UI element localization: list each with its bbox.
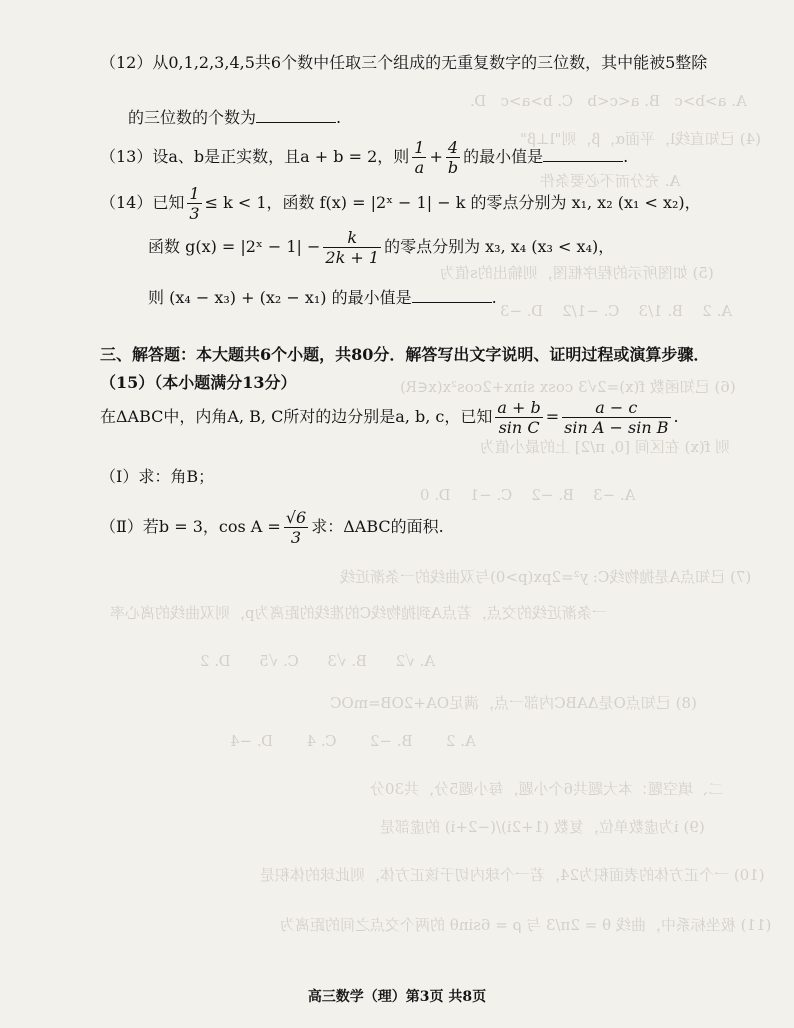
- question-15-stem: 在ΔABC中，内角A, B, C所对的边分别是a, b, c，已知 $\frac{a + b}{\text{sin C}}$ = $\frac{a - c}{\text{sin A − sin B}}$ .: [100, 398, 679, 437]
- fraction: $\frac{1}{3}$: [189, 184, 200, 223]
- question-number: （14）: [100, 193, 153, 212]
- section-heading: 三、解答题：本大题共6个小题，共80分．解答写出文字说明、证明过程或演算步骤．: [100, 345, 710, 364]
- question-12-line-1: [100, 52, 707, 74]
- question-13: （13）设a、b是正实数，且a + b = 2，则 $\frac{1}{a}$ + $\frac{4}{b}$ 的最小值是 .: [100, 138, 629, 177]
- question-15-header: （15）（本小题满分13分）: [100, 373, 297, 392]
- page-footer: 高三数学（理）第3页 共8页: [307, 989, 487, 1005]
- fraction: $\frac{a - c}{\text{sin A − sin B}}$: [564, 398, 669, 437]
- fraction: $\frac{1}{a}$: [414, 138, 425, 177]
- exam-page: A. a>b>c B. a<c<b C. b>a>c D. (4) 已知直线l，平面α，β，则"l⊥β" A. 充分而不必要条件 (5) 如图所示的程序框图，则输出的s值为 A. 2 B. 1/3 C. −1/2 D. −3 (6) 已知函数 f(x)=2√3 cosx sinx+2cos²x(x∈R) 则 f(x) 在区间 [0, π/2] 上的最小值为 A. −3 B. −2 C. −1 D. 0 (7) 已知点A是抛物线C: y²=2px(p>0)与双曲线的一条渐近线 一条渐近线的交点，若点A到抛物线C的准线的距离为p，则双曲线的离心率 A. √2 B. √3 C. √5 D. 2 (8) 已知点O是ΔABC内部一点，满足OA+2OB=mOC A. 2 B. −2 C. 4 D. −4 二、填空题：本大题共6个小题，每小题5分，共30分 (9) i为虚数单位，复数 (1+2i)/(−2+i) 的虚部是 (10) 一个正方体的表面积为24，若一个球内切于该正方体，则此球的体积是 (11) 极坐标系中，曲线 θ = 2π/3 与 ρ = 6sinθ 的两个交点之间的距离为 （12）从0,1,2,3,4,5共6个数中任取三个组成的无重复数字的三位数，其中能被5整除 的三位数的个数为 . （13）设a、b是正实数，且a + b = 2，则 $\frac{1}{a}$ + $\frac{4}{b}$ 的最小值是 . （14）已知 $\frac{1}{3}$ ≤ k < 1，函数 f(x) = |2ˣ − 1| − k 的零点分别为 x₁, x₂ (x₁ < x₂)， 函数 g(x) = |2ˣ − 1| − $\frac{k}{2k + 1}$ 的零点分别为 x₃, x₄ (x₃ < x₄)， 则 (x₄ − x₃) + (x₂ − x₁) 的最小值是 . 三、解答题：本大题共6个小题，共80分．解答写出文字说明、证明过程或演算步骤． （15）（本小题满分13分） 在ΔABC中，内角A, B, C所对的边分别是a, b, c，已知 $\frac{a + b}{\text{sin C}}$ = $\frac{a - c}{\text{sin A − sin B}}$ . （Ⅰ）求：角B； （Ⅱ）若b = 3，cos A = $\frac{√6}{3}$ 求：ΔABC的面积. 高三数学（理）第3页 共8页: [0, 0, 794, 1028]
- question-text: 的三位数的个数为: [128, 108, 257, 127]
- fraction: $\frac{a + b}{\text{sin C}}$: [497, 398, 541, 437]
- fraction: $\frac{4}{b}$: [447, 138, 459, 177]
- question-15-part-2: （Ⅱ）若b = 3，cos A = $\frac{√6}{3}$ 求：ΔABC的面积.: [100, 508, 444, 547]
- question-number: （13）: [100, 147, 153, 166]
- question-14-line-3: 则 (x₄ − x₃) + (x₂ − x₁) 的最小值是 .: [148, 288, 497, 307]
- question-12-line-2: 的三位数的个数为 .: [128, 108, 342, 127]
- question-14-line-1: （14）已知 $\frac{1}{3}$ ≤ k < 1，函数 f(x) = |2ˣ − 1| − k 的零点分别为 x₁, x₂ (x₁ < x₂)，: [100, 184, 701, 223]
- fraction: $\frac{√6}{3}$: [285, 508, 307, 547]
- question-number: （12）: [100, 53, 153, 72]
- question-14-line-2: 函数 g(x) = |2ˣ − 1| − $\frac{k}{2k + 1}$ 的零点分别为 x₃, x₄ (x₃ < x₄)，: [148, 228, 615, 267]
- answer-blank: [412, 286, 492, 303]
- answer-blank: [543, 145, 623, 162]
- question-text: 从0,1,2,3,4,5共6个数中任取三个组成的无重复数字的三位数，其中能被5整除: [152, 53, 708, 72]
- answer-blank: [256, 106, 336, 123]
- fraction: $\frac{k}{2k + 1}$: [325, 228, 380, 267]
- question-15-part-1: （Ⅰ）求：角B；: [100, 467, 215, 486]
